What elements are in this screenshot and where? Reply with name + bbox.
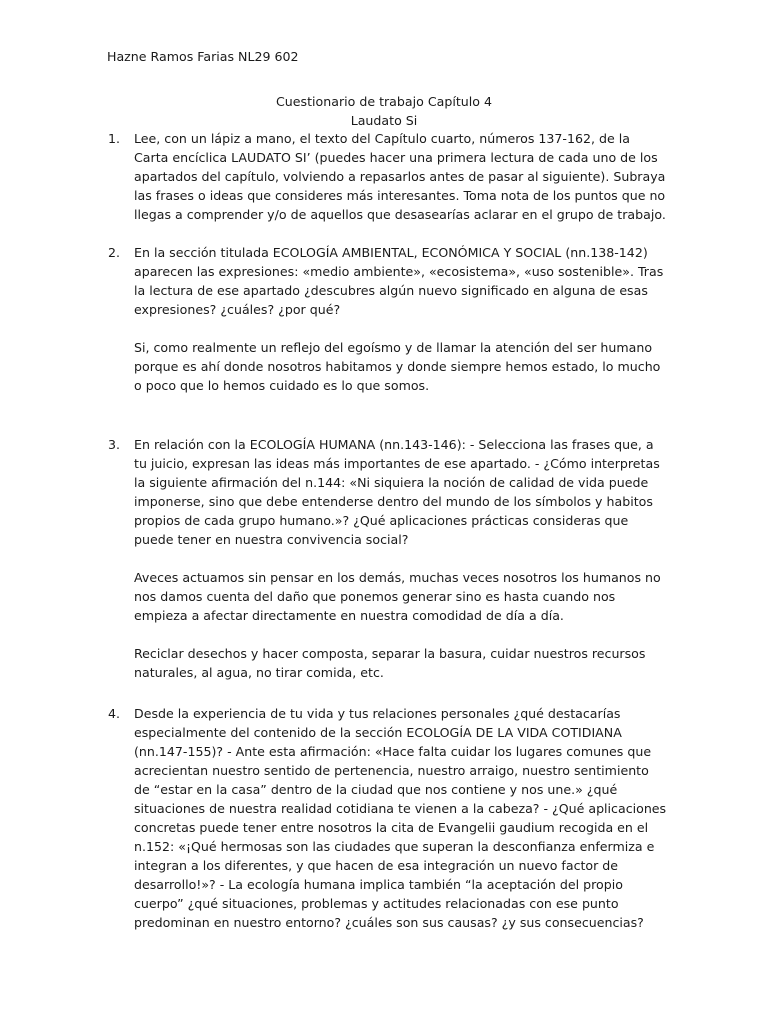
question-text: Desde la experiencia de tu vida y tus relaciones personales ¿qué destacarías especialmente del contenido de la sección ECOLOGÍA DE LA VIDA COTIDIANA (nn.147-155)? - Ante esta afirmación: «Hace falta cuidar los lugares comunes que acrecientan nuestro sentido de pertenencia, nuestro arraigo, nuestro sentimiento de “estar en la casa” dentro de la ciudad que nos contiene y nos une.» ¿qué situaciones de nuestra realidad cotidiana te vienen a la cabeza? - ¿Qué aplicaciones concretas puede tener entre nosotros la cita de Evangelii gaudium recogida en el n.152: «¡Qué hermosas son las ciudades que superan la desconfianza enfermiza e integran a los diferentes, y que hacen de esa integración un nuevo factor de desarrollo!»? - La ecología humana implica también “la aceptación del propio cuerpo” ¿qué situaciones, problemas y actitudes relacionadas con ese punto predominan en nuestro entorno? ¿cuáles son sus causas? ¿y sus consecuencias? [134, 706, 667, 930]
question-number: 4. [108, 706, 121, 721]
answer-text: Si, como realmente un reflejo del egoísmo y de llamar la atención del ser humano porque es ahí donde nosotros habitamos y donde siempre hemos estado, lo mucho o poco que lo hemos cuidado es lo que somos. [134, 340, 661, 393]
question-item-2 [108, 243, 668, 395]
answer-text: Reciclar desechos y hacer composta, separar la basura, cuidar nuestros recursos naturales, al agua, no tirar comida, etc. [134, 646, 646, 680]
question-text: En relación con la ECOLOGÍA HUMANA (nn.143-146): - Selecciona las frases que, a tu juicio, expresan las ideas más importantes de ese apartado. - ¿Cómo interpretas la siguiente afirmación del n.144: «Ni siquiera la noción de calidad de vida puede imponerse, sino que debe entenderse dentro del mundo de los símbolos y habitos propios de cada grupo humano.»? ¿Qué aplicaciones prácticas consideras que puede tener en nuestra convivencia social? [134, 437, 660, 547]
question-item-4 [108, 704, 668, 932]
title-line-1: Cuestionario de trabajo Capítulo 4 [276, 94, 492, 109]
question-list [108, 129, 668, 932]
answer-text: Aveces actuamos sin pensar en los demás, muchas veces nosotros los humanos no nos damos cuenta del daño que ponemos generar sino es hasta cuando nos empieza a afectar directamente en nuestra comodidad de día a día. [134, 570, 661, 623]
question-text: Lee, con un lápiz a mano, el texto del Capítulo cuarto, números 137-162, de la Carta encíclica LAUDATO SI’ (puedes hacer una primera lectura de cada uno de los apartados del capítulo, volviendo a repasarlos antes de pasar al siguiente). Subraya las frases o ideas que consideres más interesantes. Toma nota de los puntos que no llegas a comprender y/o de aquellos que desasearías aclarar en el grupo de trabajo. [134, 131, 666, 222]
question-number: 3. [108, 437, 121, 452]
question-number: 1. [108, 131, 121, 146]
question-number: 2. [108, 245, 121, 260]
document-title [0, 92, 768, 130]
question-item-3 [108, 435, 668, 682]
author-line: Hazne Ramos Farias NL29 602 [107, 49, 299, 64]
question-text: En la sección titulada ECOLOGÍA AMBIENTAL, ECONÓMICA Y SOCIAL (nn.138-142) aparecen las expresiones: «medio ambiente», «ecosistema», «uso sostenible». Tras la lectura de ese apartado ¿descubres algún nuevo significado en alguna de esas expresiones? ¿cuáles? ¿por qué? [134, 245, 664, 317]
title-line-2: Laudato Si [350, 113, 418, 128]
question-item-1 [108, 129, 668, 224]
